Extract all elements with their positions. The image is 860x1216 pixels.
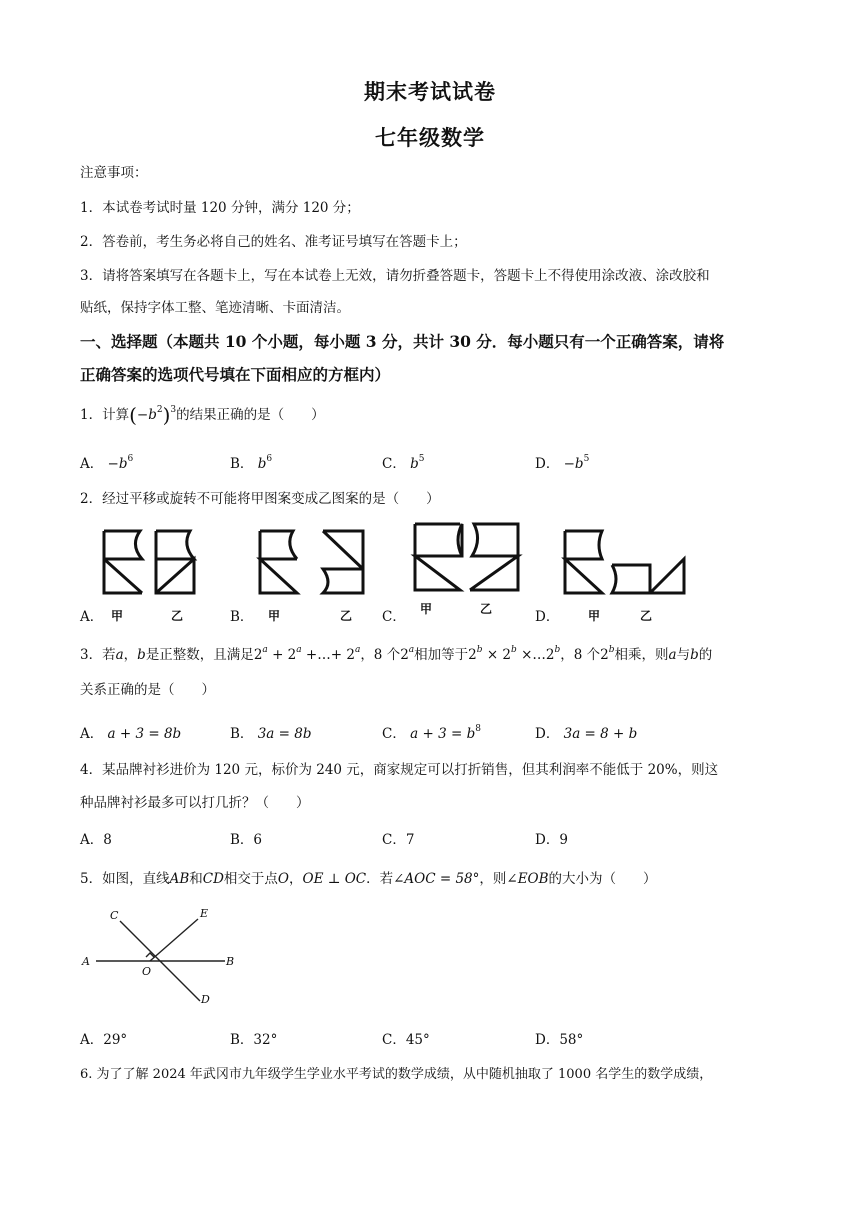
q4-option-b[interactable]: B．6 [230,832,263,848]
q5-option-d[interactable]: D．58° [535,1032,584,1048]
q4-option-c[interactable]: C．7 [382,832,415,848]
q5-option-c[interactable]: C．45° [382,1032,430,1048]
page-title: 期末考试试卷 [364,79,496,104]
q3-option-d[interactable]: D． 3a = 8 + b [535,726,638,742]
q4-option-d[interactable]: D．9 [535,832,568,848]
q5-option-b[interactable]: B．32° [230,1032,278,1048]
q1-base: −b [136,407,157,423]
question-1-options [80,452,785,474]
q5-label-a: A [82,955,90,968]
page-subtitle: 七年级数学 [375,125,485,150]
q1-inner-exp: 2 [156,405,163,415]
notice-item-2: 2．答卷前，考生务必将自己的姓名、准考证号填写在答题卡上； [80,234,467,250]
question-4-stem: 4．某品牌衬衫进价为 120 元，标价为 240 元，商家规定可以打折销售，但其利润率不能低于 20%，则这 [80,762,719,778]
question-5-options [80,1028,785,1050]
q2-figure-d [560,525,695,620]
question-3-stem-cont: 关系正确的是（ ） [80,682,215,698]
q1-option-c[interactable]: C． $b^5$ [382,454,425,472]
q3-option-c[interactable]: C． $a + 3 = b^8$ [382,724,481,742]
q5-label-b: B [226,955,235,968]
q2-d-label-yi: 乙 [640,609,653,623]
section-heading-line2: 正确答案的选项代号填在下面相应的方框内） [80,365,391,384]
notice-item-1: 1．本试卷考试时量 120 分钟，满分 120 分； [80,200,360,216]
q2-b-label-yi: 乙 [340,609,353,623]
q1-option-b[interactable]: B． $b^6$ [230,454,273,472]
q2-figure-a [100,525,200,620]
question-4-options [80,828,785,850]
section-heading-line1: 一、选择题（本题共 10 个小题，每小题 3 分，共计 30 分．每小题只有一个正确答案，请将 [80,332,725,351]
q2-figure-b [255,525,370,620]
q2-a-label-yi: 乙 [171,609,184,623]
q1-outer-exp: 3 [170,405,177,415]
q5-label-d: D [201,993,210,1006]
q4-option-a[interactable]: A．8 [80,832,112,848]
question-3-stem: 3．若a，b是正整数，且满足$2^a + 2^a$ +…+ $2^a$，8 个2$^a$相加等于$2^b \times 2^b$ $\times\dots 2^b$，8 个2$^b$相乘，则a与b的 [80,645,713,663]
q2-c-label-yi: 乙 [480,602,493,616]
q2-option-a[interactable]: A． [80,609,104,625]
q3-option-b[interactable]: B． 3a = 8b [230,726,312,742]
q2-option-d[interactable]: D． [535,609,560,625]
q2-d-label-jia: 甲 [588,609,601,623]
question-2-stem: 2．经过平移或旋转不可能将甲图案变成乙图案的是（ ） [80,491,440,507]
q1-option-d[interactable]: D． $-b^5$ [535,454,590,472]
question-4-stem-cont: 种品牌衬衫最多可以打几折？（ ） [80,795,310,811]
question-5-stem: 5．如图，直线AB和CD相交于点O，OE ⊥ OC．若∠AOC = 58°，则∠EOB的大小为（ ） [80,871,657,887]
q2-b-label-jia: 甲 [268,609,281,623]
q1-prefix: 1．计算 [80,407,130,423]
question-6-stem: 6. 为了了解 2024 年武冈市九年级学生学业水平考试的数学成绩，从中随机抽取了 1000 名学生的数学成绩， [80,1067,713,1082]
q5-option-a[interactable]: A．29° [80,1032,128,1048]
q1-option-a[interactable]: A． $-b^6$ [80,454,134,472]
q5-label-c: C [110,909,119,922]
notice-heading: 注意事项： [80,165,148,181]
notice-item-3: 3．请将答案填写在各题卡上，写在本试卷上无效，请勿折叠答题卡，答题卡上不得使用涂改液、涂改胶和 [80,268,710,284]
q2-option-c[interactable]: C． [382,609,406,625]
q5-label-o: O [142,965,152,978]
q5-figure [80,905,240,1010]
q5-label-e: E [200,907,209,920]
question-3-options [80,722,785,744]
q2-c-label-jia: 甲 [420,602,433,616]
question-1-stem: 1．计算$(-b^2)^3$的结果正确的是（ ） [80,403,325,427]
notice-item-3-cont: 贴纸，保持字体工整、笔迹清晰、卡面清洁。 [80,300,350,316]
q2-option-b[interactable]: B． [230,609,254,625]
q3-option-a[interactable]: A． a + 3 = 8b [80,726,182,742]
q2-a-label-jia: 甲 [111,609,124,623]
q1-suffix: 的结果正确的是（ ） [176,407,325,423]
